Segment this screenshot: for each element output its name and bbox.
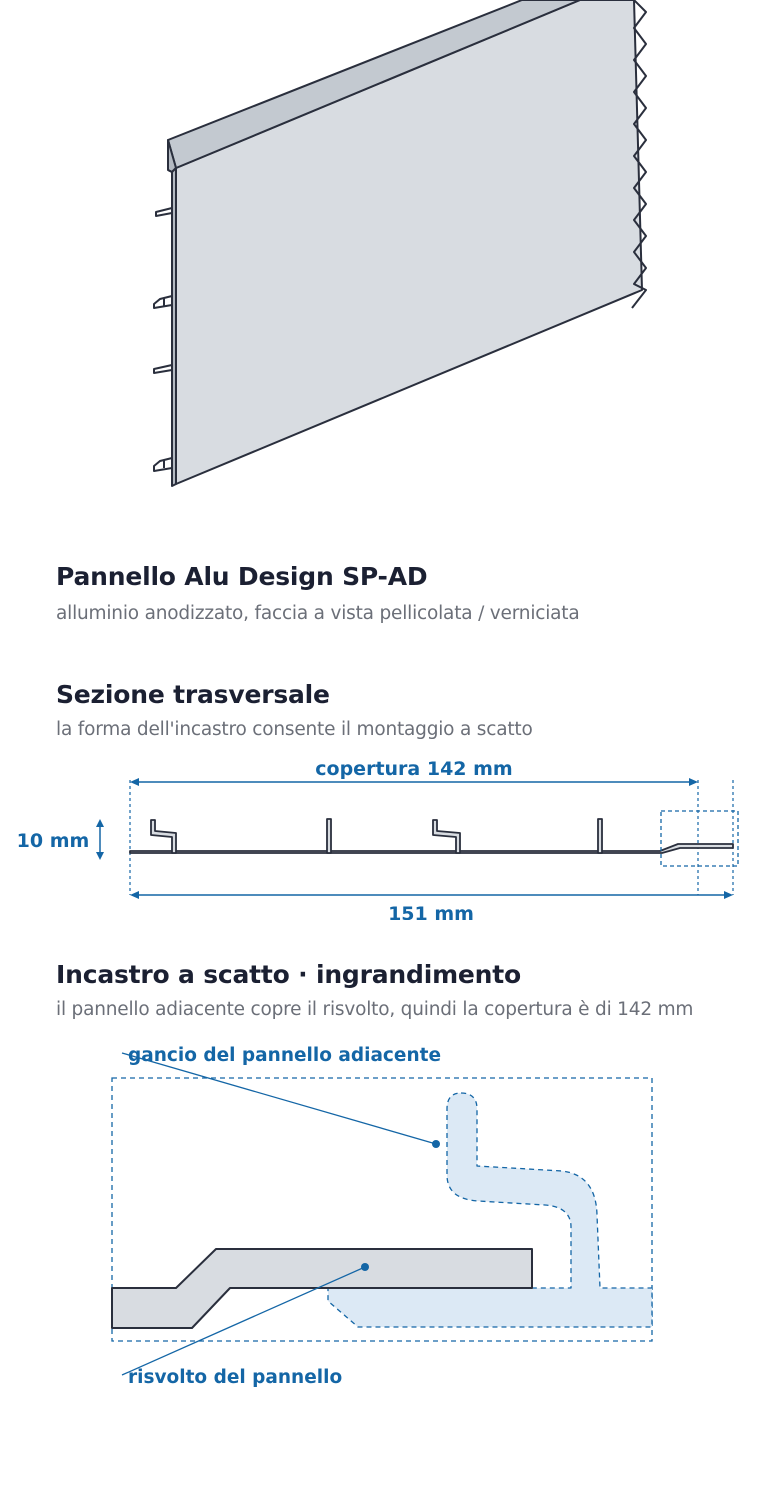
adjacent-panel-shape bbox=[328, 1093, 652, 1327]
panel-rib-1 bbox=[156, 208, 172, 216]
hook-label: gancio del pannello adiacente bbox=[128, 1045, 442, 1066]
joint-highlight-box bbox=[661, 811, 738, 866]
height-dimension-label: 10 mm bbox=[16, 830, 90, 852]
hook-marker-dot bbox=[432, 1140, 440, 1148]
height-dimension-line bbox=[96, 819, 104, 860]
panel-profile bbox=[130, 819, 733, 853]
section-title: Sezione trasversale bbox=[56, 680, 330, 709]
product-title: Pannello Alu Design SP-AD bbox=[56, 562, 428, 591]
section-subtitle: la forma dell'incastro consente il montaggio a scatto bbox=[56, 719, 533, 740]
product-subtitle: alluminio anodizzato, faccia a vista pellicolata / verniciata bbox=[56, 603, 580, 624]
coverage-dimension-label: copertura 142 mm bbox=[315, 760, 513, 780]
panel-rib-2 bbox=[154, 365, 172, 373]
cross-section-drawing bbox=[0, 760, 780, 920]
panel-side-edge bbox=[168, 168, 176, 486]
flap-label: risvolto del pannello bbox=[128, 1367, 343, 1388]
panel-hook-1 bbox=[154, 296, 172, 308]
joint-detail-drawing bbox=[0, 1035, 780, 1415]
panel-face bbox=[176, 0, 642, 484]
total-dimension-label: 151 mm bbox=[388, 903, 474, 920]
detail-subtitle: il pannello adiacente copre il risvolto, quindi la copertura è di 142 mm bbox=[56, 999, 694, 1020]
flap-marker-dot bbox=[361, 1263, 369, 1271]
panel-hook-2 bbox=[154, 458, 172, 471]
detail-title: Incastro a scatto · ingrandimento bbox=[56, 960, 522, 989]
total-dimension-line bbox=[130, 891, 733, 899]
panel-3d-illustration bbox=[0, 0, 780, 520]
